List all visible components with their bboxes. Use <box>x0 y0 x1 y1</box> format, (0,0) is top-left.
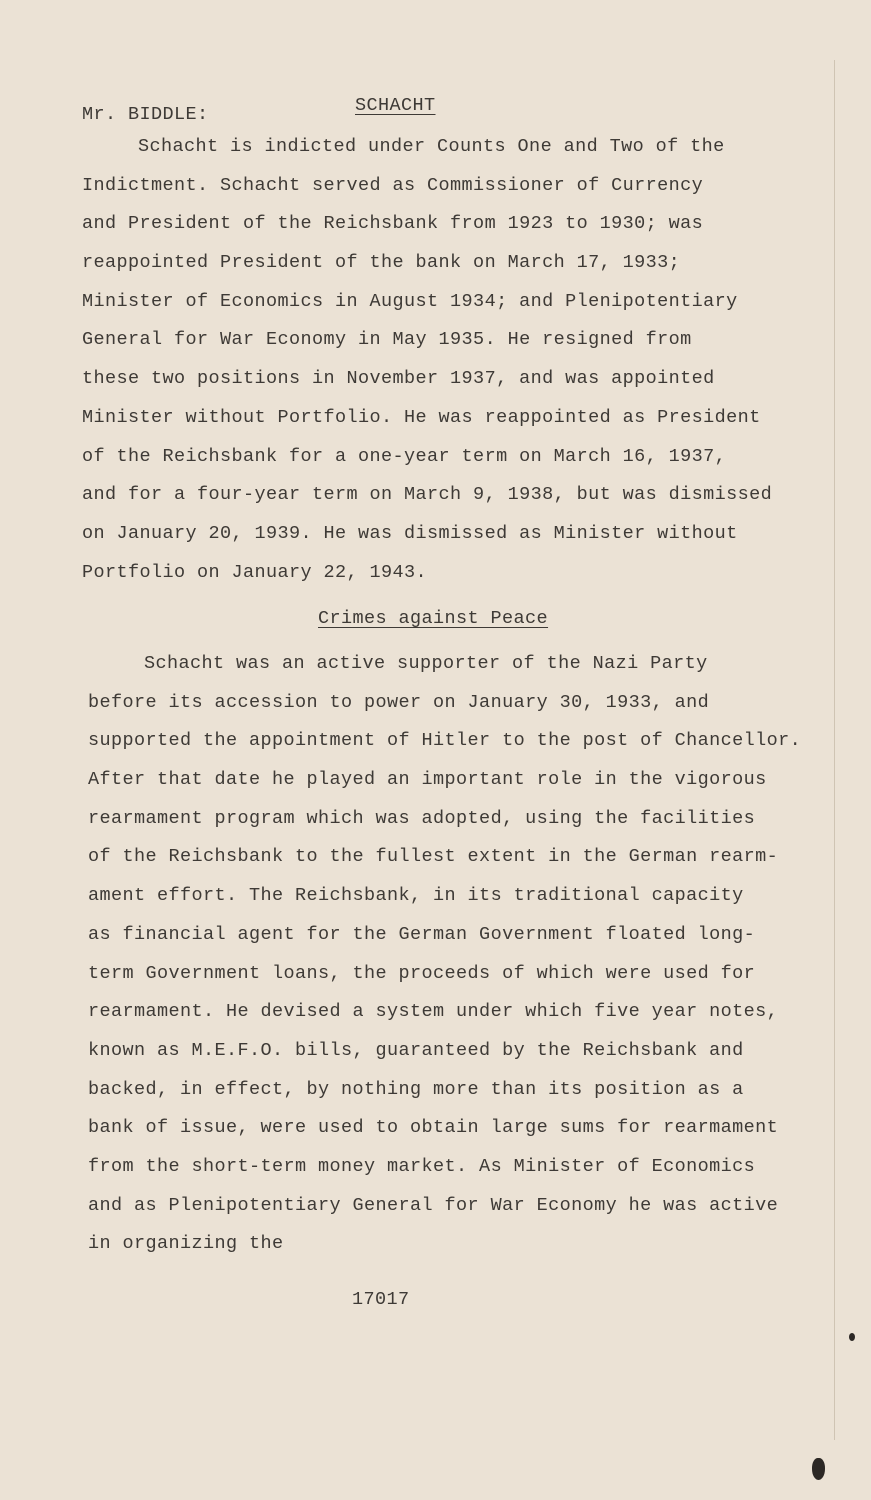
text-line: ament effort. The Reichsbank, in its traditional capacity <box>88 885 744 907</box>
text-line: these two positions in November 1937, and was appointed <box>82 368 715 390</box>
ink-spot <box>812 1458 825 1480</box>
text-line: backed, in effect, by nothing more than its position as a <box>88 1078 744 1100</box>
paragraph-crimes-against-peace <box>88 645 801 1264</box>
text-line: and as Plenipotentiary General for War Economy he was active <box>88 1194 779 1216</box>
text-line: term Government loans, the proceeds of which were used for <box>88 962 756 984</box>
text-line: rearmament program which was adopted, using the facilities <box>88 807 756 829</box>
text-line: General for War Economy in May 1935. He resigned from <box>82 329 692 351</box>
text-line: rearmament. He devised a system under which five year notes, <box>88 1001 779 1023</box>
ink-spot <box>849 1333 855 1341</box>
text-line: before its accession to power on January 30, 1933, and <box>88 691 710 713</box>
document-title: SCHACHT <box>355 95 436 116</box>
text-line: Schacht was an active supporter of the Nazi Party <box>144 653 708 674</box>
text-line: known as M.E.F.O. bills, guaranteed by the Reichsbank and <box>88 1039 744 1061</box>
text-line: and for a four-year term on March 9, 1938, but was dismissed <box>82 484 773 506</box>
text-line: After that date he played an important role in the vigorous <box>88 769 767 791</box>
text-line: as financial agent for the German Government floated long- <box>88 923 756 945</box>
text-line: in organizing the <box>88 1233 284 1255</box>
speaker-label: Mr. BIDDLE: <box>82 104 209 125</box>
text-line: bank of issue, were used to obtain large sums for rearmament <box>88 1117 779 1139</box>
text-line: on January 20, 1939. He was dismissed as Minister without <box>82 522 738 544</box>
text-line: Indictment. Schacht served as Commissioner of Currency <box>82 174 704 196</box>
text-line: Schacht is indicted under Counts One and Two of the <box>138 136 725 157</box>
text-line: Portfolio on January 22, 1943. <box>82 561 428 583</box>
text-line: reappointed President of the bank on March 17, 1933; <box>82 252 681 274</box>
text-line: Minister of Economics in August 1934; and Plenipotentiary <box>82 290 738 312</box>
text-line: supported the appointment of Hitler to the post of Chancellor. <box>88 730 802 752</box>
paragraph-introduction <box>82 128 772 592</box>
page-number: 17017 <box>352 1289 410 1310</box>
text-line: of the Reichsbank for a one-year term on March 16, 1937, <box>82 445 727 467</box>
text-line: of the Reichsbank to the fullest extent in the German rearm- <box>88 846 779 868</box>
text-line: and President of the Reichsbank from 1923 to 1930; was <box>82 213 704 235</box>
text-line: Minister without Portfolio. He was reappointed as President <box>82 406 761 428</box>
text-line: from the short-term money market. As Minister of Economics <box>88 1155 756 1177</box>
section-heading: Crimes against Peace <box>318 608 549 629</box>
page-edge-line <box>834 60 835 1440</box>
